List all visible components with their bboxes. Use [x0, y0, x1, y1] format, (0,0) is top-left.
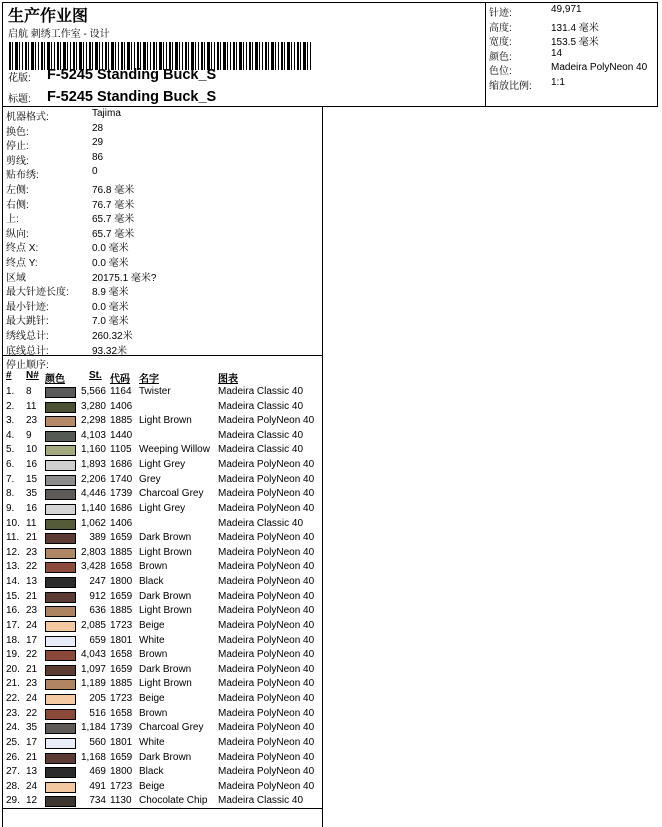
row-stitches: 912 [89, 590, 106, 602]
row-stitches: 560 [89, 736, 106, 748]
row-chart: Madeira PolyNeon 40 [218, 634, 315, 646]
row-chart: Madeira PolyNeon 40 [218, 488, 315, 500]
summary-label: 缩放比例: [489, 81, 532, 92]
detail-value: 0.0 毫米 [92, 243, 129, 255]
detail-label: 剪线: [6, 155, 29, 167]
col-chart-header: 图表 [218, 374, 238, 385]
row-code: 1659 [110, 751, 133, 763]
row-name: Twister [139, 386, 171, 397]
row-index: 11. [6, 532, 20, 544]
row-stitches: 2,803 [80, 546, 106, 558]
row-code: 1739 [110, 488, 133, 500]
row-name: Charcoal Grey [139, 488, 204, 500]
row-needle: 23 [26, 415, 38, 427]
color-swatch [45, 577, 76, 588]
row-stitches: 1,893 [80, 459, 106, 471]
row-name: Grey [139, 473, 161, 485]
summary-value: 49,971 [551, 4, 582, 15]
row-needle: 8 [26, 386, 32, 397]
color-swatch [45, 592, 76, 603]
detail-value: 0.0 毫米 [92, 301, 129, 313]
table-row [3, 401, 323, 416]
row-code: 1885 [110, 546, 133, 558]
row-chart: Madeira Classic 40 [218, 400, 304, 412]
row-stitches: 4,446 [80, 488, 106, 500]
detail-value: 260.32米 [92, 331, 133, 342]
row-code: 1740 [110, 473, 133, 485]
color-swatch [45, 504, 76, 515]
color-swatch [45, 387, 76, 398]
color-swatch [45, 445, 76, 456]
row-stitches: 1,062 [80, 517, 106, 529]
details-column [2, 106, 323, 827]
summary-label: 针迹: [489, 8, 512, 19]
detail-value: 93.32米 [92, 345, 128, 357]
table-bottom-line [3, 808, 323, 809]
table-row [3, 532, 323, 547]
color-swatch [45, 709, 76, 720]
col-index-header: # [6, 370, 12, 381]
row-chart: Madeira PolyNeon 40 [218, 590, 315, 602]
detail-label: 底线总计: [6, 345, 49, 357]
table-row [3, 415, 323, 430]
color-swatch [45, 767, 76, 778]
summary-label: 颜色: [489, 51, 512, 63]
row-index: 12. [6, 546, 20, 558]
row-name: Chocolate Chip [139, 795, 208, 807]
table-row [3, 503, 323, 518]
row-needle: 23 [26, 605, 38, 617]
row-chart: Madeira PolyNeon 40 [218, 707, 315, 719]
table-row [3, 766, 323, 781]
row-code: 1800 [110, 766, 133, 778]
row-code: 1801 [110, 634, 133, 646]
summary-value: 131.4 毫米 [551, 22, 599, 34]
row-index: 10. [6, 517, 20, 529]
row-name: Light Brown [139, 605, 192, 617]
row-stitches: 3,280 [80, 400, 106, 412]
detail-label: 终点 X: [6, 243, 39, 255]
row-name: Light Brown [139, 546, 192, 558]
table-row [3, 591, 323, 606]
row-code: 1105 [110, 444, 132, 456]
row-code: 1686 [110, 502, 133, 514]
row-code: 1885 [110, 415, 133, 427]
row-needle: 24 [26, 780, 38, 792]
row-index: 19. [6, 649, 20, 661]
table-row [3, 678, 323, 693]
color-swatch [45, 723, 76, 734]
header-box [2, 2, 486, 107]
row-code: 1658 [110, 649, 133, 661]
row-index: 7. [6, 473, 15, 485]
color-swatch [45, 753, 76, 764]
detail-label: 贴布绣: [6, 170, 39, 182]
row-code: 1440 [110, 429, 133, 441]
color-swatch [45, 621, 76, 632]
row-code: 1885 [110, 678, 133, 690]
table-row [3, 649, 323, 664]
row-index: 17. [6, 619, 20, 631]
row-chart: Madeira PolyNeon 40 [218, 766, 315, 778]
table-row [3, 752, 323, 767]
row-code: 1130 [110, 795, 132, 807]
row-code: 1164 [110, 386, 132, 397]
row-stitches: 1,189 [80, 678, 106, 690]
row-code: 1723 [110, 619, 133, 631]
detail-value: 76.7 毫米 [92, 199, 135, 211]
color-swatch [45, 738, 76, 749]
row-index: 16. [6, 605, 20, 617]
row-name: Black [139, 766, 164, 778]
row-needle: 35 [26, 722, 38, 734]
color-swatch [45, 606, 76, 617]
row-chart: Madeira PolyNeon 40 [218, 751, 315, 763]
row-needle: 35 [26, 488, 38, 500]
page-subtitle: 启航 刺绣工作室 - 设计 [8, 29, 110, 40]
row-index: 2. [6, 400, 15, 412]
row-needle: 12 [26, 795, 38, 807]
row-needle: 22 [26, 561, 38, 573]
row-stitches: 491 [89, 780, 106, 792]
row-index: 13. [6, 561, 20, 573]
row-name: White [139, 634, 165, 646]
title-value: F-5245 Standing Buck_S [47, 89, 217, 105]
row-needle: 22 [26, 707, 38, 719]
row-needle: 13 [26, 766, 38, 778]
color-swatch [45, 402, 76, 413]
row-index: 26. [6, 751, 20, 763]
row-index: 24. [6, 722, 20, 734]
row-stitches: 389 [89, 532, 106, 544]
row-chart: Madeira Classic 40 [218, 795, 304, 807]
table-row [3, 722, 323, 737]
row-needle: 17 [26, 736, 38, 748]
summary-value: Madeira PolyNeon 40 [551, 62, 648, 74]
row-name: Brown [139, 561, 168, 573]
summary-value: 153.5 毫米 [551, 37, 599, 49]
row-needle: 23 [26, 546, 38, 558]
table-row [3, 737, 323, 752]
detail-value: 0.0 毫米 [92, 258, 129, 269]
row-index: 15. [6, 590, 20, 602]
summary-value: 1:1 [551, 77, 565, 88]
color-swatch [45, 416, 76, 427]
row-code: 1406 [110, 400, 133, 412]
detail-label: 左侧: [6, 185, 29, 196]
summary-label: 色位: [489, 66, 512, 78]
row-chart: Madeira PolyNeon 40 [218, 722, 315, 734]
row-name: Black [139, 576, 164, 588]
section-divider [3, 355, 323, 356]
row-needle: 11 [26, 400, 37, 412]
detail-label: 最大跳针: [6, 316, 49, 328]
row-chart: Madeira PolyNeon 40 [218, 576, 315, 588]
detail-label: 区域 [6, 272, 26, 284]
color-swatch [45, 431, 76, 442]
row-stitches: 4,103 [80, 429, 106, 441]
row-code: 1659 [110, 663, 133, 675]
row-name: Light Grey [139, 502, 186, 514]
row-stitches: 734 [89, 795, 106, 807]
row-code: 1658 [110, 707, 133, 719]
row-chart: Madeira PolyNeon 40 [218, 736, 315, 748]
table-row [3, 430, 323, 445]
row-needle: 23 [26, 678, 38, 690]
row-code: 1801 [110, 736, 133, 748]
row-needle: 21 [26, 590, 38, 602]
row-code: 1723 [110, 780, 133, 792]
row-name: Beige [139, 693, 165, 705]
row-name: Dark Brown [139, 590, 192, 602]
row-stitches: 1,184 [80, 722, 106, 734]
table-row [3, 576, 323, 591]
row-chart: Madeira PolyNeon 40 [218, 780, 315, 792]
details-list [3, 108, 323, 358]
row-name: Dark Brown [139, 751, 192, 763]
row-chart: Madeira PolyNeon 40 [218, 678, 315, 690]
row-name: Charcoal Grey [139, 722, 204, 734]
row-name: Dark Brown [139, 663, 192, 675]
row-needle: 11 [26, 517, 37, 529]
color-swatch [45, 533, 76, 544]
detail-value: 8.9 毫米 [92, 287, 129, 299]
row-code: 1686 [110, 459, 133, 471]
detail-label: 绣线总计: [6, 331, 49, 342]
detail-label: 右侧: [6, 199, 29, 211]
row-needle: 21 [26, 663, 38, 675]
row-index: 3. [6, 415, 15, 427]
detail-label: 换色: [6, 126, 29, 138]
sequence-header [3, 370, 323, 384]
row-needle: 16 [26, 459, 38, 471]
row-code: 1739 [110, 722, 133, 734]
detail-value: 76.8 毫米 [92, 185, 135, 196]
color-swatch [45, 694, 76, 705]
detail-label: 纵向: [6, 228, 29, 240]
table-row [3, 474, 323, 489]
row-index: 20. [6, 663, 20, 675]
table-row [3, 488, 323, 503]
detail-label: 终点 Y: [6, 258, 38, 269]
row-code: 1659 [110, 532, 133, 544]
row-name: Beige [139, 619, 165, 631]
color-swatch [45, 548, 76, 559]
row-chart: Madeira PolyNeon 40 [218, 693, 315, 705]
detail-label: 机器格式: [6, 112, 49, 123]
row-needle: 15 [26, 473, 38, 485]
row-stitches: 1,140 [80, 502, 106, 514]
row-stitches: 2,298 [80, 415, 106, 427]
row-index: 21. [6, 678, 20, 690]
row-name: Dark Brown [139, 532, 192, 544]
detail-label: 最小针迹: [6, 301, 49, 313]
row-index: 18. [6, 634, 20, 646]
row-code: 1800 [110, 576, 133, 588]
color-swatch [45, 519, 76, 530]
row-needle: 21 [26, 532, 38, 544]
row-stitches: 636 [89, 605, 106, 617]
row-chart: Madeira PolyNeon 40 [218, 473, 315, 485]
table-row [3, 547, 323, 562]
color-swatch [45, 460, 76, 471]
row-needle: 10 [26, 444, 38, 456]
col-stitches-header: St. [89, 370, 102, 381]
detail-value: 29 [92, 137, 104, 149]
row-chart: Madeira PolyNeon 40 [218, 532, 315, 544]
row-index: 28. [6, 780, 20, 792]
detail-value: Tajima [92, 108, 121, 119]
row-name: White [139, 736, 165, 748]
row-chart: Madeira PolyNeon 40 [218, 561, 315, 573]
row-stitches: 4,043 [80, 649, 106, 661]
row-stitches: 5,566 [80, 386, 106, 397]
row-code: 1885 [110, 605, 133, 617]
row-index: 9. [6, 502, 15, 514]
detail-value: 65.7 毫米 [92, 214, 135, 226]
row-needle: 9 [26, 429, 32, 441]
row-stitches: 1,160 [80, 444, 106, 456]
col-needle-header: N# [26, 370, 39, 381]
row-needle: 24 [26, 619, 38, 631]
row-needle: 22 [26, 649, 38, 661]
col-name-header: 名字 [139, 374, 159, 385]
row-index: 29. [6, 795, 20, 807]
row-index: 14. [6, 576, 20, 588]
table-row [3, 620, 323, 635]
table-row [3, 444, 323, 459]
detail-value: 7.0 毫米 [92, 316, 129, 328]
detail-value: 28 [92, 122, 104, 134]
row-stitches: 516 [89, 707, 106, 719]
table-row [3, 386, 323, 401]
table-row [3, 693, 323, 708]
sequence-rows [3, 386, 323, 810]
row-chart: Madeira PolyNeon 40 [218, 415, 315, 427]
summary-value: 14 [551, 47, 563, 59]
row-needle: 24 [26, 693, 38, 705]
row-chart: Madeira PolyNeon 40 [218, 663, 315, 675]
row-name: Light Grey [139, 459, 186, 471]
row-chart: Madeira Classic 40 [218, 517, 304, 529]
col-color-header: 颜色 [45, 374, 65, 385]
row-chart: Madeira PolyNeon 40 [218, 546, 315, 558]
detail-label: 最大针迹长度: [6, 287, 69, 299]
summary-label: 宽度: [489, 37, 512, 49]
design-label: 花版: [8, 73, 31, 84]
barcode-image [9, 42, 311, 70]
row-chart: Madeira Classic 40 [218, 444, 304, 456]
row-chart: Madeira PolyNeon 40 [218, 619, 315, 631]
row-chart: Madeira PolyNeon 40 [218, 649, 315, 661]
row-chart: Madeira Classic 40 [218, 429, 304, 441]
table-row [3, 605, 323, 620]
color-swatch [45, 796, 76, 807]
color-swatch [45, 679, 76, 690]
table-row [3, 708, 323, 723]
row-code: 1723 [110, 693, 133, 705]
row-index: 25. [6, 736, 20, 748]
page-title: 生产作业图 [8, 6, 89, 25]
detail-value: 86 [92, 151, 104, 163]
row-stitches: 2,206 [80, 473, 106, 485]
row-name: Weeping Willow [139, 444, 210, 456]
table-row [3, 664, 323, 679]
detail-value: 0 [92, 166, 98, 178]
row-stitches: 3,428 [80, 561, 106, 573]
row-chart: Madeira Classic 40 [218, 386, 304, 397]
row-index: 1. [6, 386, 15, 397]
row-chart: Madeira PolyNeon 40 [218, 502, 315, 514]
row-stitches: 1,168 [80, 751, 106, 763]
detail-label: 上: [6, 214, 19, 226]
row-code: 1658 [110, 561, 133, 573]
row-chart: Madeira PolyNeon 40 [218, 605, 315, 617]
row-needle: 21 [26, 751, 38, 763]
table-row [3, 781, 323, 796]
col-code-header: 代码 [110, 374, 130, 385]
row-index: 23. [6, 707, 20, 719]
table-row [3, 518, 323, 533]
table-row [3, 459, 323, 474]
color-swatch [45, 562, 76, 573]
row-stitches: 247 [89, 576, 106, 588]
row-stitches: 469 [89, 766, 106, 778]
row-stitches: 2,085 [80, 619, 106, 631]
row-stitches: 1,097 [80, 663, 106, 675]
row-index: 22. [6, 693, 20, 705]
table-row [3, 635, 323, 650]
detail-value: 20175.1 毫米? [92, 272, 157, 284]
detail-label: 停止: [6, 141, 29, 153]
color-swatch [45, 782, 76, 793]
row-name: Beige [139, 780, 165, 792]
row-index: 4. [6, 429, 15, 441]
row-index: 27. [6, 766, 20, 778]
design-value: F-5245 Standing Buck_S [47, 67, 217, 83]
stop-sequence-title: 停止顺序: [6, 360, 49, 371]
color-swatch [45, 636, 76, 647]
summary-label: 高度: [489, 22, 512, 34]
row-name: Brown [139, 649, 168, 661]
detail-value: 65.7 毫米 [92, 228, 135, 240]
row-stitches: 205 [89, 693, 106, 705]
row-index: 5. [6, 444, 15, 456]
row-needle: 17 [26, 634, 38, 646]
title-label: 标题: [8, 94, 31, 105]
color-swatch [45, 665, 76, 676]
row-name: Brown [139, 707, 168, 719]
color-swatch [45, 650, 76, 661]
color-swatch [45, 475, 76, 486]
row-chart: Madeira PolyNeon 40 [218, 459, 315, 471]
row-name: Light Brown [139, 678, 192, 690]
row-code: 1659 [110, 590, 133, 602]
row-index: 8. [6, 488, 15, 500]
row-needle: 16 [26, 502, 38, 514]
color-swatch [45, 489, 76, 500]
row-stitches: 659 [89, 634, 106, 646]
summary-box [485, 2, 658, 107]
row-index: 6. [6, 459, 15, 471]
row-code: 1406 [110, 517, 133, 529]
row-needle: 13 [26, 576, 38, 588]
row-name: Light Brown [139, 415, 192, 427]
table-row [3, 561, 323, 576]
